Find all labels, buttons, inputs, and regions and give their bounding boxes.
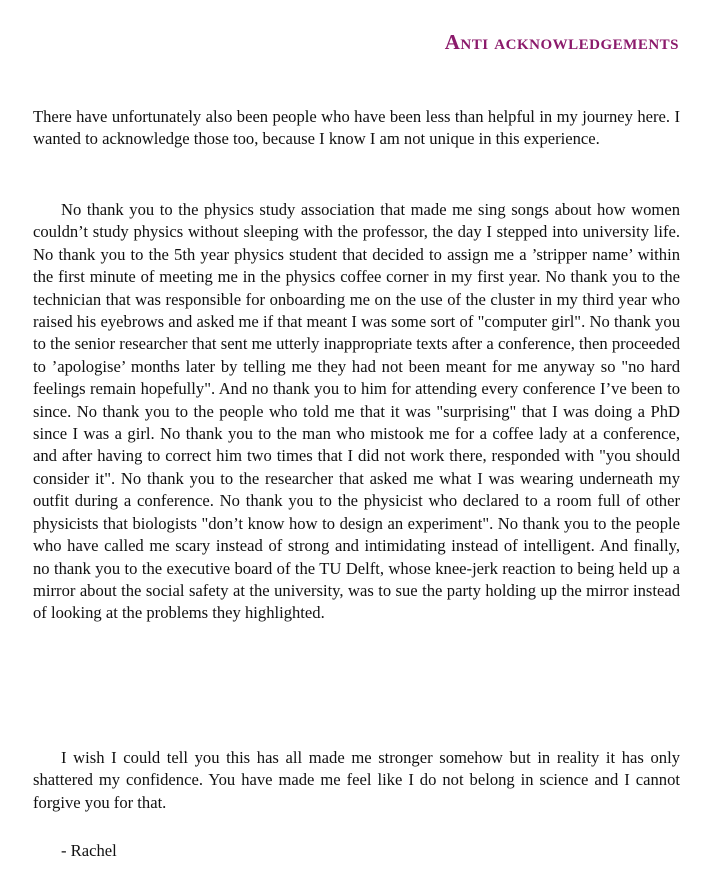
chapter-title: Anti acknowledgements [444, 30, 679, 54]
closing-paragraph: I wish I could tell you this has all made me stronger somehow but in reality it has only shattered my confidence. You have made me feel like I do not belong in science and I cannot forgive you for that. [33, 748, 680, 812]
intro-paragraph: There have unfortunately also been people who have been less than helpful in my journey here. I wanted to acknowledge those too, because I know I am not unique in this experience. [33, 107, 680, 149]
main-paragraph: No thank you to the physics study association that made me sing songs about how women couldn’t study physics without sleeping with the professor, the day I stepped into university life. No thank you to the 5th year physics student that decided to assign me a ’stripper name’ within the first minute of meeting me in the physics coffee corner in my first year. No thank you to the technician that was responsible for onboarding me on the use of the cluster in my third year who raised his eyebrows and asked me if that meant I was some sort of "computer girl". No thank you to the senior researcher that sent me utterly inappropriate texts after a conference, then proceeded to ’apologise’ months later by telling me they had not been meant for me anyway so "no hard feelings remain hopefully". And no thank you to him for attending every conference I’ve been to since. No thank you to the people who told me that it was "surprising" that I was doing a PhD since I was a girl. No thank you to the man who mistook me for a coffee lady at a conference, and after having to correct him two times that I did not work there, responded with "you should consider it". No thank you to the researcher that asked me what I was wearing underneath my outfit during a conference. No thank you to the physicist who declared to a room full of other physicists that biologists "don’t know how to design an experiment". No thank you to the people who have called me scary instead of strong and intimidating instead of intelligent. And finally, no thank you to the executive board of the TU Delft, whose knee-jerk reaction to being held up a mirror about the social safety at the university, was to sue the party holding up the mirror instead of looking at the problems they highlighted. [33, 200, 680, 623]
signature: - Rachel [61, 841, 117, 860]
